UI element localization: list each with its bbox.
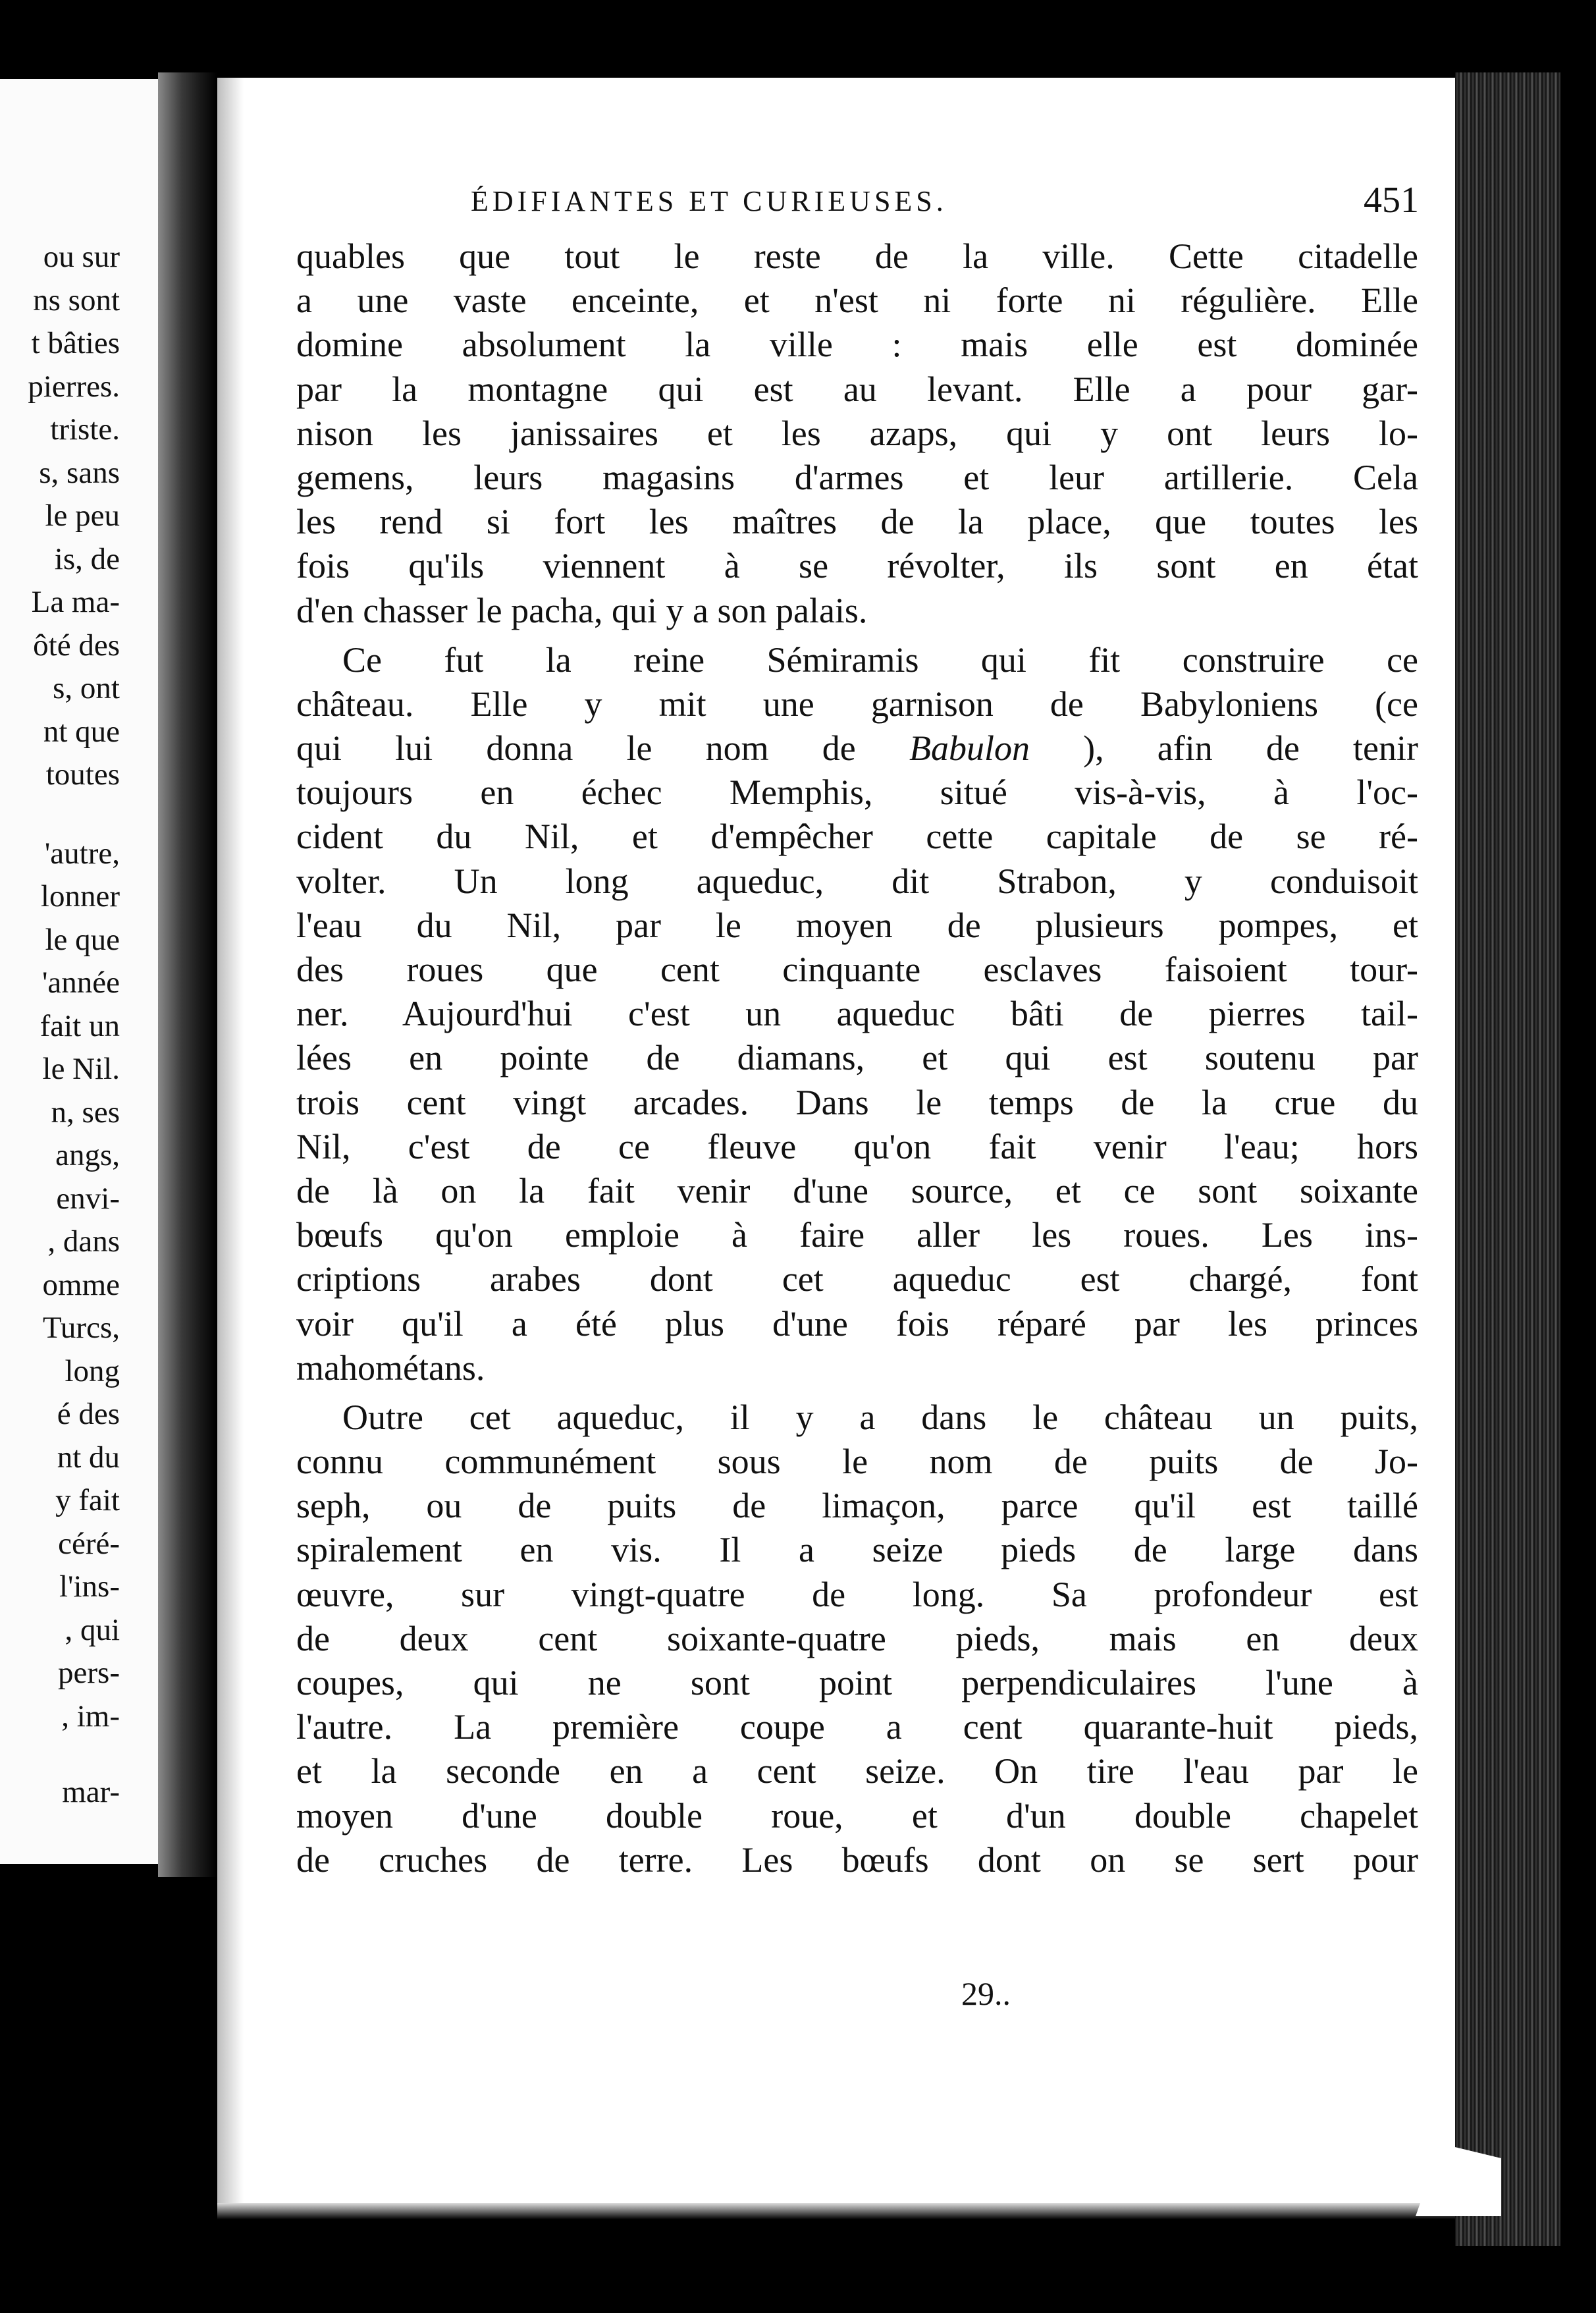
text-line: les rend si fort les maîtres de la place, que toutes les [296, 502, 1418, 542]
left-line: s, ont [53, 671, 120, 705]
left-line: le que [45, 922, 120, 957]
signature-mark: 29.. [961, 1975, 1011, 2012]
text-line: château. Elle y mit une garnison de Babyloniens (ce [296, 684, 1418, 724]
text-line: moyen d'une double roue, et d'un double chapelet [296, 1795, 1418, 1836]
paragraph-semiramis [296, 638, 1418, 1390]
text-line: d'en chasser le pacha, qui y a son palais. [296, 590, 868, 630]
text-line: domine absolument la ville : mais elle est dominée [296, 325, 1418, 365]
left-line: La ma- [31, 585, 120, 619]
text-line: voir qu'il a été plus d'une fois réparé par les princes [296, 1303, 1418, 1344]
text-line: fois qu'ils viennent à se révolter, ils sont en état [296, 546, 1418, 586]
text-line: Nil, c'est de ce fleuve qu'on fait venir l'eau; hors [296, 1126, 1418, 1166]
page-bottom-shadow [217, 2203, 1463, 2219]
left-line: omme [42, 1267, 120, 1302]
left-line: ou sur [43, 240, 120, 274]
body-text [296, 234, 1418, 1882]
running-title: ÉDIFIANTES ET CURIEUSES. [471, 185, 947, 217]
running-head [471, 180, 1445, 237]
left-line: Turcs, [42, 1311, 120, 1345]
left-line: , dans [47, 1224, 120, 1259]
text-line: volter. Un long aqueduc, dit Strabon, y conduisoit [296, 861, 1418, 901]
text-line: de cruches de terre. Les bœufs dont on se sert pour [296, 1839, 1418, 1880]
left-line: pierres. [28, 369, 120, 404]
text-line: mahométans. [296, 1347, 485, 1388]
left-line: é des [57, 1397, 120, 1431]
left-line: le peu [45, 499, 120, 533]
text-line: spiralement en vis. Il a seize pieds de large dans [296, 1530, 1418, 1570]
left-line: is, de [54, 541, 120, 576]
text-line: bœufs qu'on emploie à faire aller les roues. Les ins- [296, 1215, 1418, 1255]
text-line: criptions arabes dont cet aqueduc est chargé, font [296, 1259, 1418, 1299]
left-line: s, sans [39, 455, 120, 490]
text-line: coupes, qui ne sont point perpendiculaires l'une à [296, 1663, 1418, 1702]
left-line: y fait [55, 1483, 120, 1517]
left-line: le Nil. [42, 1052, 120, 1086]
text-line: des roues que cent cinquante esclaves faisoient tour- [296, 950, 1418, 989]
left-line: ns sont [33, 283, 120, 317]
left-line: nt que [43, 714, 120, 749]
text-line: œuvre, sur vingt-quatre de long. Sa profondeur est [296, 1574, 1418, 1614]
page-number: 451 [1364, 180, 1419, 221]
left-line: n, ses [51, 1095, 120, 1129]
text-line: de là on la fait venir d'une source, et ce sont soixante [296, 1170, 1418, 1211]
book-gutter-shadow [158, 72, 217, 1877]
left-line: , im- [61, 1699, 120, 1733]
text-line: et la seconde en a cent seize. On tire l'eau par le [296, 1751, 1418, 1791]
text-line: qui lui donna le nom de Babulon ), afin de tenir [296, 728, 1418, 769]
left-line: ôté des [33, 628, 120, 663]
left-line: triste. [50, 412, 120, 447]
left-line: long [65, 1353, 120, 1388]
text-line: quables que tout le reste de la ville. Cette citadelle [296, 236, 1418, 276]
text-line: nison les janissaires et les azaps, qui y ont leurs lo- [296, 413, 1418, 453]
left-line: 'autre, [44, 836, 120, 871]
main-page [217, 78, 1463, 2219]
text-line: trois cent vingt arcades. Dans le temps de la crue du [296, 1082, 1418, 1122]
text-line: l'eau du Nil, par le moyen de plusieurs pompes, et [296, 905, 1418, 945]
text-line: de deux cent soixante-quatre pieds, mais en deux [296, 1618, 1418, 1658]
text-line: cident du Nil, et d'empêcher cette capitale de se ré- [296, 817, 1418, 857]
text-line: gemens, leurs magasins d'armes et leur artillerie. Cela [296, 457, 1418, 497]
left-line: 'année [41, 966, 120, 1000]
italic-name: Babulon [909, 728, 1030, 769]
text-line: a une vaste enceinte, et n'est ni forte ni régulière. Elle [296, 281, 1418, 321]
text-line: ner. Aujourd'hui c'est un aqueduc bâti de pierres tail- [296, 994, 1418, 1034]
left-line: l'ins- [59, 1569, 120, 1604]
page-edge-stack [1455, 72, 1560, 2246]
text-line: par la montagne qui est au levant. Elle a pour gar- [296, 369, 1418, 409]
text-line: lées en pointe de diamans, et qui est soutenu par [296, 1038, 1418, 1078]
left-line: envi- [56, 1181, 120, 1216]
left-line: fait un [40, 1008, 120, 1043]
left-page-text [0, 236, 120, 1814]
text-line: connu communément sous le nom de puits de Jo- [296, 1442, 1418, 1482]
paragraph-citadel [296, 234, 1418, 633]
page-inner-shadow [217, 78, 244, 2219]
text-line: seph, ou de puits de limaçon, parce qu'il est taillé [296, 1486, 1418, 1526]
text-line: Outre cet aqueduc, il y a dans le château un puits, [342, 1397, 1418, 1437]
left-line: , qui [65, 1612, 120, 1647]
left-line: pers- [58, 1656, 120, 1690]
left-line: angs, [55, 1138, 120, 1172]
left-line: nt du [57, 1440, 120, 1475]
left-line: lonner [40, 879, 120, 913]
left-line: mar- [62, 1775, 120, 1809]
left-line: toutes [45, 757, 120, 792]
paragraph-joseph-well [296, 1396, 1418, 1882]
text-line: toujours en échec Memphis, situé vis-à-vis, à l'oc- [296, 773, 1418, 813]
text-line: l'autre. La première coupe a cent quarante-huit pieds, [296, 1707, 1418, 1747]
left-line: céré- [58, 1526, 120, 1561]
text-line: Ce fut la reine Sémiramis qui fit construire ce [342, 639, 1418, 680]
left-line: t bâties [31, 326, 120, 360]
